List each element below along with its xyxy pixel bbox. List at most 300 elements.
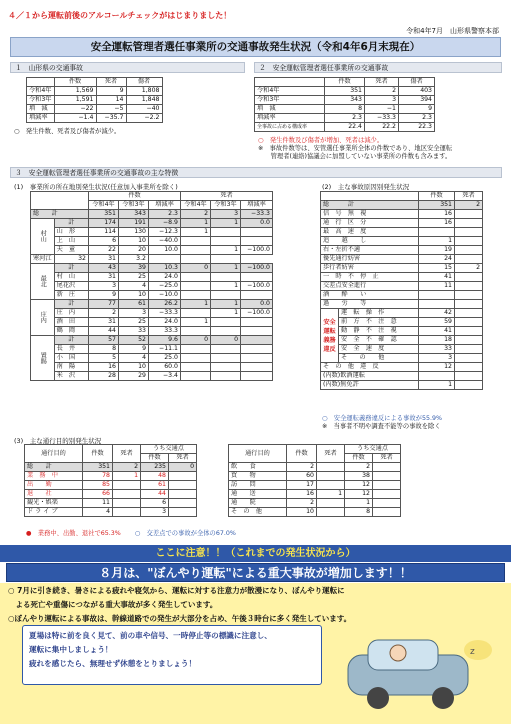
table-cell: 52 xyxy=(119,336,149,345)
table-cell xyxy=(455,381,483,390)
table-cell: 18 xyxy=(419,336,455,345)
header-r3: 令和3年 xyxy=(119,201,149,210)
table-cell: −5 xyxy=(96,105,126,114)
table-cell: 85 xyxy=(83,481,113,490)
violation-label-line: 安全 xyxy=(323,318,336,326)
table-cell: 31 xyxy=(89,255,119,264)
header-rate: 増減率 xyxy=(241,201,273,210)
header-sub-count: 件数 xyxy=(345,454,373,463)
table-cell: 9 xyxy=(119,345,149,354)
header-count-group: 件数 xyxy=(89,192,181,201)
row-label: 令和3年 xyxy=(255,96,325,105)
table-cell: 11 xyxy=(83,499,113,508)
table-cell: 10.0 xyxy=(149,246,181,255)
row-label: 歩行者妨害 xyxy=(321,264,419,273)
header-intersection: うち交通点 xyxy=(141,445,197,454)
table-cell: 130 xyxy=(119,228,149,237)
table-cell xyxy=(181,273,211,282)
header-r4: 令和4年 xyxy=(181,201,211,210)
table-prefecture-accidents xyxy=(26,77,163,123)
table-row xyxy=(321,282,483,291)
table-cell: 1 xyxy=(181,228,211,237)
table-cell: −33.3 xyxy=(365,114,399,123)
row-label: そ の 他 xyxy=(339,354,419,363)
table-manager-business-accidents xyxy=(254,77,435,132)
header-r4: 令和4年 xyxy=(89,201,119,210)
table-cell xyxy=(241,318,273,327)
table-cause-accidents xyxy=(320,191,483,390)
table-cell: 1 xyxy=(211,309,241,318)
table-cell: 2 xyxy=(89,309,119,318)
alcohol-check-notice: ４／１から運転前後のアルコールチェックがはじまりました！ xyxy=(8,11,232,20)
table-cell: 1 xyxy=(211,219,241,228)
table-row xyxy=(321,345,483,354)
row-label: 優先通行妨害 xyxy=(321,255,419,264)
table-cell: −1 xyxy=(365,105,399,114)
table-cell: 3 xyxy=(89,282,119,291)
table-row xyxy=(31,354,273,363)
advice-line-1: 夏場は特に前を良く見て、前の車や信号、一時停止等の標識に注意し、 xyxy=(29,631,272,640)
table-cell: 1 xyxy=(211,246,241,255)
table-row xyxy=(321,354,483,363)
table-cell: 0 xyxy=(181,264,211,273)
table-cell xyxy=(455,228,483,237)
row-label: 総 計 xyxy=(31,210,89,219)
row-label: 上 山 xyxy=(54,237,88,246)
point-2: ○ぼんやり運転による事故は、幹線道路での発生が大部分を占め、午後３時台に多く発生しています。 xyxy=(8,614,352,623)
table-cell: 29 xyxy=(119,372,149,381)
table-cell: 60.0 xyxy=(149,363,181,372)
row-label: 酒 酔 い xyxy=(321,291,419,300)
row-label: 飲 食 xyxy=(229,463,287,472)
table-cell: 77 xyxy=(89,300,119,309)
table-cell: 12 xyxy=(345,481,373,490)
table-cell: 114 xyxy=(89,228,119,237)
table-row xyxy=(321,291,483,300)
section2-note-3: 管理者(連絡)協議会に加盟していない事業所の件数も含みます。 xyxy=(258,153,452,160)
table-cell: −10.0 xyxy=(149,291,181,300)
table-cell: 235 xyxy=(141,463,169,472)
table-cell: 351 xyxy=(89,210,119,219)
table-cell: 22.3 xyxy=(399,123,435,132)
table-cell: 1 xyxy=(211,282,241,291)
table-cell: 24 xyxy=(419,255,455,264)
row-label: 寒河江 xyxy=(31,255,55,264)
table2-caption: (2) 主な事故原因別発生状況 xyxy=(322,183,410,191)
table-cell: −100.0 xyxy=(241,246,273,255)
table-cell: 351 xyxy=(83,463,113,472)
header-deaths-group: 死者 xyxy=(181,192,273,201)
table-cell: 1,808 xyxy=(126,87,162,96)
table-cell: 4 xyxy=(119,354,149,363)
table-cell xyxy=(181,372,211,381)
table-cell xyxy=(419,300,455,309)
header-blank xyxy=(321,192,419,201)
issue-date: 令和4年7月 山形県警察本部 xyxy=(406,27,499,35)
table-cell xyxy=(211,237,241,246)
row-label: 新 庄 xyxy=(54,291,88,300)
table-cell: 3 xyxy=(211,210,241,219)
header-purpose: 通行目的 xyxy=(229,445,287,463)
table-cell: 38 xyxy=(345,472,373,481)
august-warning-banner: ８月は、"ぼんやり運転"による重大事故が増加します！！ xyxy=(6,563,505,582)
table-cell: 33.3 xyxy=(149,327,181,336)
header-sub-deaths: 死者 xyxy=(373,454,401,463)
table-row xyxy=(31,273,273,282)
row-label: 全事故に占める構成率 xyxy=(255,123,325,132)
table-cell xyxy=(181,237,211,246)
table-row xyxy=(31,282,273,291)
table-row xyxy=(31,264,273,273)
table-row xyxy=(25,472,197,481)
table-cell: 0 xyxy=(169,463,197,472)
table-row xyxy=(31,219,273,228)
table-cell xyxy=(455,327,483,336)
table-cell xyxy=(455,336,483,345)
table-cell xyxy=(241,327,273,336)
table-cell: 16 xyxy=(419,210,455,219)
table-cell xyxy=(113,490,141,499)
table-row xyxy=(321,309,483,318)
table-row xyxy=(321,273,483,282)
table-cell xyxy=(211,372,241,381)
table-row xyxy=(255,123,435,132)
table-row xyxy=(321,210,483,219)
row-label: 交差点安全進行 xyxy=(321,282,419,291)
table-cell xyxy=(373,499,401,508)
table-cell xyxy=(211,345,241,354)
violation-label-line: 運転 xyxy=(323,327,336,335)
table-cell: 1 xyxy=(211,264,241,273)
table-cell xyxy=(455,363,483,372)
table-cell: 33 xyxy=(119,327,149,336)
row-label: 業 務 中 xyxy=(25,472,83,481)
row-label: 令和4年 xyxy=(27,87,55,96)
table-cell: 1,591 xyxy=(54,96,96,105)
table-cell xyxy=(169,481,197,490)
table-cell: 61 xyxy=(141,481,169,490)
table-cell xyxy=(181,327,211,336)
row-label: 信 号 無 視 xyxy=(321,210,419,219)
header-blank xyxy=(255,78,325,87)
table-cell xyxy=(241,336,273,345)
table-row xyxy=(255,87,435,96)
table-row xyxy=(25,463,197,472)
table-cell xyxy=(181,255,211,264)
table-cell: 22.4 xyxy=(325,123,365,132)
table-cell xyxy=(113,499,141,508)
row-label: ド ラ イ ブ xyxy=(25,508,83,517)
table-row xyxy=(31,363,273,372)
row-label: 総 計 xyxy=(25,463,83,472)
table-row xyxy=(27,87,163,96)
table-cell xyxy=(455,372,483,381)
header-injured: 傷者 xyxy=(399,78,435,87)
table-cell xyxy=(419,372,455,381)
table-cell xyxy=(373,481,401,490)
table-cell: 24.0 xyxy=(149,273,181,282)
table-cell: 1 xyxy=(181,300,211,309)
table-cell: 42 xyxy=(419,309,455,318)
table-cell xyxy=(455,300,483,309)
table-cell: 11 xyxy=(419,282,455,291)
table-cell: 2 xyxy=(455,201,483,210)
table2-notes xyxy=(322,415,442,431)
table-cell xyxy=(181,282,211,291)
row-label: 酒 田 xyxy=(54,318,88,327)
table-cell xyxy=(455,273,483,282)
table-row xyxy=(31,336,273,345)
table-cell: 48 xyxy=(141,472,169,481)
table-cell xyxy=(455,219,483,228)
table-cell: 1 xyxy=(113,472,141,481)
table-cell: 10 xyxy=(287,508,317,517)
table-row xyxy=(25,508,197,517)
header-sub-deaths: 死者 xyxy=(169,454,197,463)
table-cell: −35.7 xyxy=(96,114,126,123)
table-row xyxy=(321,237,483,246)
table-cell xyxy=(169,508,197,517)
header-count: 件数 xyxy=(54,78,96,87)
table-cell: 2 xyxy=(365,87,399,96)
section2-note-1: ○ 発生件数及び傷者が増加、死者は減少。 xyxy=(258,137,384,144)
row-label: 計 xyxy=(54,264,88,273)
table-cell: 174 xyxy=(89,219,119,228)
table-cell: 10 xyxy=(119,291,149,300)
table-cell xyxy=(169,472,197,481)
point-1b: よる死亡や重傷につながる重大事故が多く発生しています。 xyxy=(8,600,218,609)
table-cell: 1 xyxy=(181,318,211,327)
table-row xyxy=(31,210,273,219)
table-row xyxy=(31,345,273,354)
table-cell xyxy=(241,228,273,237)
table2-note-2: ※ 当事者不明や調査不能等の事故を除く xyxy=(322,423,441,430)
row-label: 令和4年 xyxy=(255,87,325,96)
table-cell: −2.2 xyxy=(126,114,162,123)
table-cell: 2 xyxy=(181,210,211,219)
header-blank xyxy=(27,78,55,87)
table-cell: 10 xyxy=(119,237,149,246)
table-row xyxy=(229,472,401,481)
row-label: 追 越 し xyxy=(321,237,419,246)
row-label: 一 時 不 停 止 xyxy=(321,273,419,282)
row-label: 最 高 速 度 xyxy=(321,228,419,237)
row-label: 出 勤 xyxy=(25,481,83,490)
table-cell: 3 xyxy=(419,354,455,363)
table-cell: 15 xyxy=(419,264,455,273)
table-row xyxy=(31,291,273,300)
header-r3: 令和3年 xyxy=(211,201,241,210)
header-blank xyxy=(31,192,89,210)
table-row xyxy=(321,363,483,372)
row-label: そ の 他 違 反 xyxy=(321,363,419,372)
table-row xyxy=(31,300,273,309)
table-cell: −40 xyxy=(126,105,162,114)
table-row xyxy=(321,228,483,237)
table-cell: 9 xyxy=(89,291,119,300)
table-cell xyxy=(373,472,401,481)
table-cell xyxy=(181,246,211,255)
table-cell: 16 xyxy=(287,490,317,499)
table-cell xyxy=(455,210,483,219)
table-cell: 10.3 xyxy=(149,264,181,273)
row-label: 運 転 操 作 xyxy=(339,309,419,318)
table-cell: −33.3 xyxy=(241,210,273,219)
table-cell xyxy=(169,490,197,499)
table-cell: 32 xyxy=(54,255,88,264)
table-cell: 403 xyxy=(399,87,435,96)
table-row xyxy=(321,327,483,336)
table3-notes xyxy=(26,530,236,538)
table-cell: 0.0 xyxy=(241,300,273,309)
table-cell xyxy=(181,363,211,372)
table-cell: 66 xyxy=(83,490,113,499)
table-cell: 39 xyxy=(119,264,149,273)
table-cell: 25 xyxy=(119,273,149,282)
row-label: (内数)無免許 xyxy=(321,381,419,390)
table-cell xyxy=(181,291,211,300)
row-label: 小 国 xyxy=(54,354,88,363)
table3-caption: (3) 主な通行目的別発生状況 xyxy=(14,437,102,445)
table-cell xyxy=(113,508,141,517)
row-label: 前 方 不 注 意 xyxy=(339,318,419,327)
header-count: 件数 xyxy=(325,78,365,87)
table-row xyxy=(31,327,273,336)
table-row xyxy=(31,255,273,264)
table-cell: 14 xyxy=(96,96,126,105)
table-cell xyxy=(241,273,273,282)
table-cell: −12.3 xyxy=(149,228,181,237)
table-cell xyxy=(149,255,181,264)
table-cell xyxy=(211,255,241,264)
header-intersection: うち交通点 xyxy=(345,445,401,454)
table-cell: 394 xyxy=(399,96,435,105)
table-cell: −3.4 xyxy=(149,372,181,381)
table-cell xyxy=(455,354,483,363)
table-row xyxy=(31,228,273,237)
row-label: 尾花沢 xyxy=(54,282,88,291)
table-cell: 25.0 xyxy=(149,354,181,363)
table-cell xyxy=(317,463,345,472)
table-cell: −40.0 xyxy=(149,237,181,246)
table-row xyxy=(31,237,273,246)
table-row xyxy=(25,481,197,490)
section1-note: ○ 発生件数、死者及び傷者が減少。 xyxy=(14,128,121,135)
row-label: そ の 他 xyxy=(229,508,287,517)
region-group-label: 最北 xyxy=(31,264,55,300)
table-row xyxy=(27,105,163,114)
row-label: 総 計 xyxy=(321,201,419,210)
table-cell: 2.3 xyxy=(149,210,181,219)
table-cell: 25 xyxy=(119,318,149,327)
table-row xyxy=(321,318,483,327)
table-cell xyxy=(241,237,273,246)
table-cell: 12 xyxy=(345,490,373,499)
table-cell: 26.2 xyxy=(149,300,181,309)
table-cell: 12 xyxy=(419,363,455,372)
table-row xyxy=(229,508,401,517)
section1-heading: １ 山形県の交通事故 xyxy=(10,62,245,73)
section2-heading: ２ 安全運転管理者選任事業所の交通事故 xyxy=(254,62,502,73)
table-cell xyxy=(373,490,401,499)
table-cell: 57 xyxy=(89,336,119,345)
table-cell: 44 xyxy=(89,327,119,336)
table-cell: 10 xyxy=(119,363,149,372)
table-row xyxy=(321,381,483,390)
violation-label-line: 義務 xyxy=(323,336,336,344)
table-cell: 2.3 xyxy=(325,114,365,123)
row-label: 山 形 xyxy=(54,228,88,237)
table-row xyxy=(31,372,273,381)
violation-label-line: 違反 xyxy=(323,345,336,353)
table-cell: 41 xyxy=(419,273,455,282)
table-cell: 9 xyxy=(399,105,435,114)
row-label: 南 陽 xyxy=(54,363,88,372)
point-1a: ○ 7月に引き続き、暑さによる疲れや寝気から、運転に対する注意力が散漫になり、ぼんやり運転に xyxy=(8,586,345,595)
table-cell xyxy=(455,246,483,255)
header-purpose: 通行目的 xyxy=(25,445,83,463)
table-cell xyxy=(455,255,483,264)
table-cell: 16 xyxy=(419,219,455,228)
table-cell xyxy=(455,282,483,291)
table-cell xyxy=(211,228,241,237)
row-label: 計 xyxy=(54,336,88,345)
table-cell: −100.0 xyxy=(241,282,273,291)
table-row xyxy=(321,255,483,264)
row-label: 庄 内 xyxy=(54,309,88,318)
table-row xyxy=(229,463,401,472)
table-cell xyxy=(211,327,241,336)
table-cell xyxy=(211,354,241,363)
table-cell xyxy=(419,228,455,237)
header-count: 件数 xyxy=(419,192,455,201)
table-cell: 1 xyxy=(211,300,241,309)
header-deaths: 死者 xyxy=(365,78,399,87)
table-cell: −33.3 xyxy=(149,309,181,318)
row-label: 増 減 xyxy=(255,105,325,114)
table-cell: 41 xyxy=(419,327,455,336)
table-cell xyxy=(317,472,345,481)
table-cell xyxy=(211,291,241,300)
table-cell: 22.2 xyxy=(365,123,399,132)
row-label: 過 労 等 xyxy=(321,300,419,309)
row-label: 安 全 速 度 xyxy=(339,345,419,354)
table-cell: 1 xyxy=(181,219,211,228)
table-row xyxy=(255,96,435,105)
table-row xyxy=(229,481,401,490)
table-cell: 2 xyxy=(345,463,373,472)
table-cell: −1.4 xyxy=(54,114,96,123)
table-cell: 33 xyxy=(419,345,455,354)
table-cell xyxy=(373,508,401,517)
table-cell xyxy=(113,481,141,490)
table-cell: 1 xyxy=(345,499,373,508)
table-cell xyxy=(169,499,197,508)
table-cell: 2.3 xyxy=(399,114,435,123)
drowsy-driver-illustration xyxy=(338,620,498,715)
table-purpose-accidents-right xyxy=(228,444,401,517)
table-cell: 5 xyxy=(89,354,119,363)
table-cell: 6 xyxy=(141,499,169,508)
table-cell: 78 xyxy=(83,472,113,481)
table-cell: 4 xyxy=(83,508,113,517)
table-row xyxy=(229,490,401,499)
row-label: 右・左折不適 xyxy=(321,246,419,255)
table-cell xyxy=(211,363,241,372)
table-cell: 343 xyxy=(119,210,149,219)
table-cell: 0 xyxy=(211,336,241,345)
header-rate: 増減率 xyxy=(149,201,181,210)
